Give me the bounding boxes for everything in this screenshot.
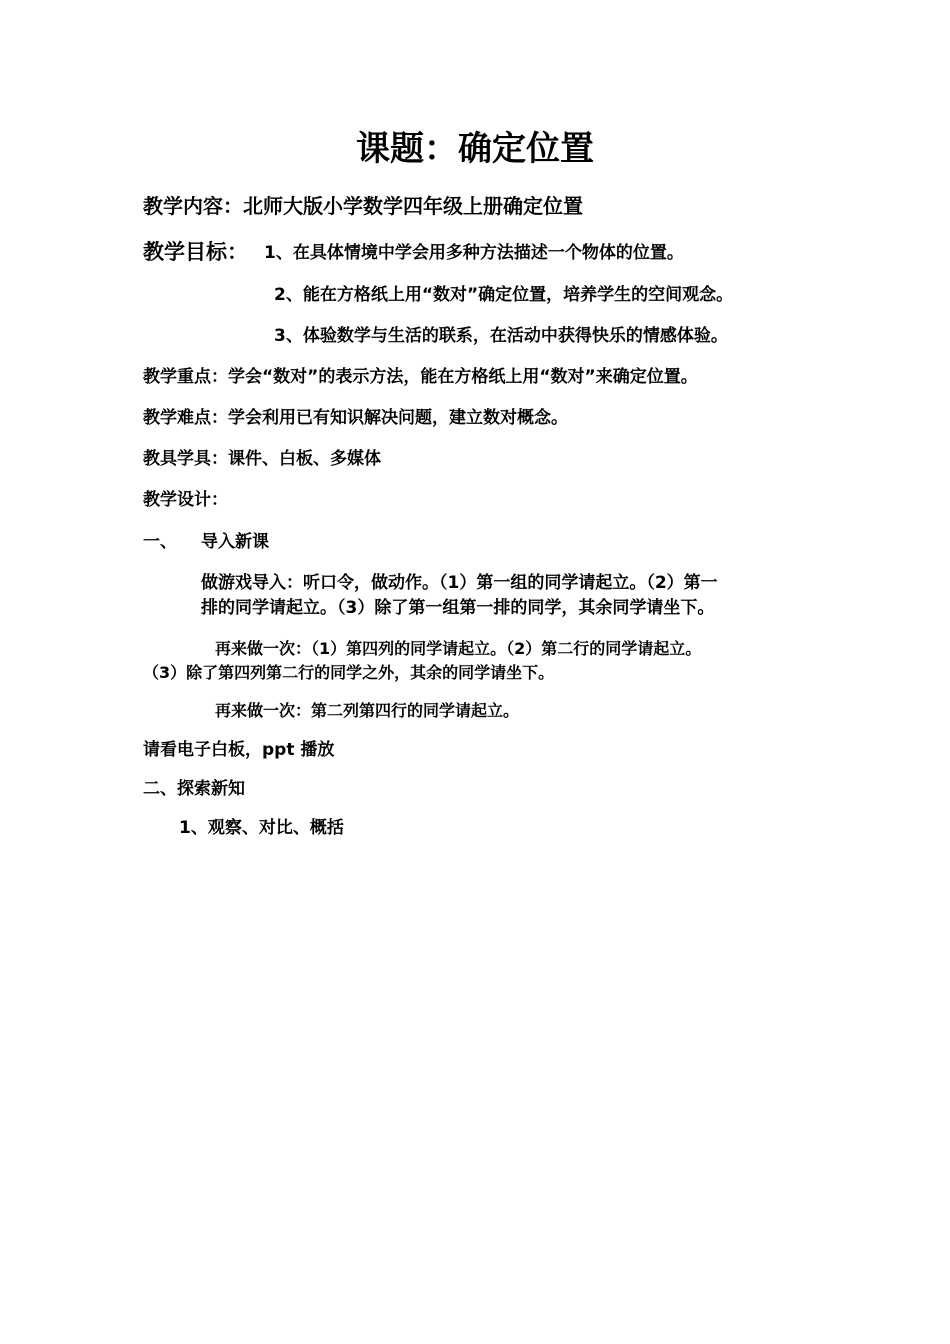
section-1-heading: 导入新课 [201,532,269,552]
objective-item-3: 3、体验数学与生活的联系，在活动中获得快乐的情感体验。 [274,326,728,346]
objective-item-1: 1、在具体情境中学会用多种方法描述一个物体的位置。 [264,243,684,263]
repeat-1-line-1: 再来做一次：（1）第四列的同学请起立。（2）第二行的同学请起立。 [215,639,702,658]
whiteboard-note: 请看电子白板，ppt 播放 [143,740,335,760]
game-intro-line-1: 做游戏导入：听口令，做动作。（1）第一组的同学请起立。（2）第一 [201,573,718,593]
teaching-tools: 教具学具：课件、白板、多媒体 [143,449,381,469]
section-2-item-1: 1、观察、对比、概括 [179,818,344,838]
section-2-heading: 二、探索新知 [143,779,245,799]
key-point: 教学重点：学会“数对”的表示方法，能在方格纸上用“数对”来确定位置。 [143,367,698,387]
teaching-content: 教学内容：北师大版小学数学四年级上册确定位置 [143,194,583,218]
section-1-number: 一、 [143,532,177,552]
design-label: 教学设计： [143,490,228,510]
game-intro-line-2: 排的同学请起立。（3）除了第一组第一排的同学，其余同学请坐下。 [201,598,715,618]
difficulty: 教学难点：学会利用已有知识解决问题，建立数对概念。 [143,408,568,428]
page-title: 课题：确定位置 [356,129,594,169]
objective-item-2: 2、能在方格纸上用“数对”确定位置，培养学生的空间观念。 [274,285,734,305]
repeat-2: 再来做一次：第二列第四行的同学请起立。 [215,701,520,720]
repeat-1-line-2: （3）除了第四列第二行的同学之外，其余的同学请坐下。 [143,663,555,682]
objectives-label: 教学目标： [143,240,248,264]
